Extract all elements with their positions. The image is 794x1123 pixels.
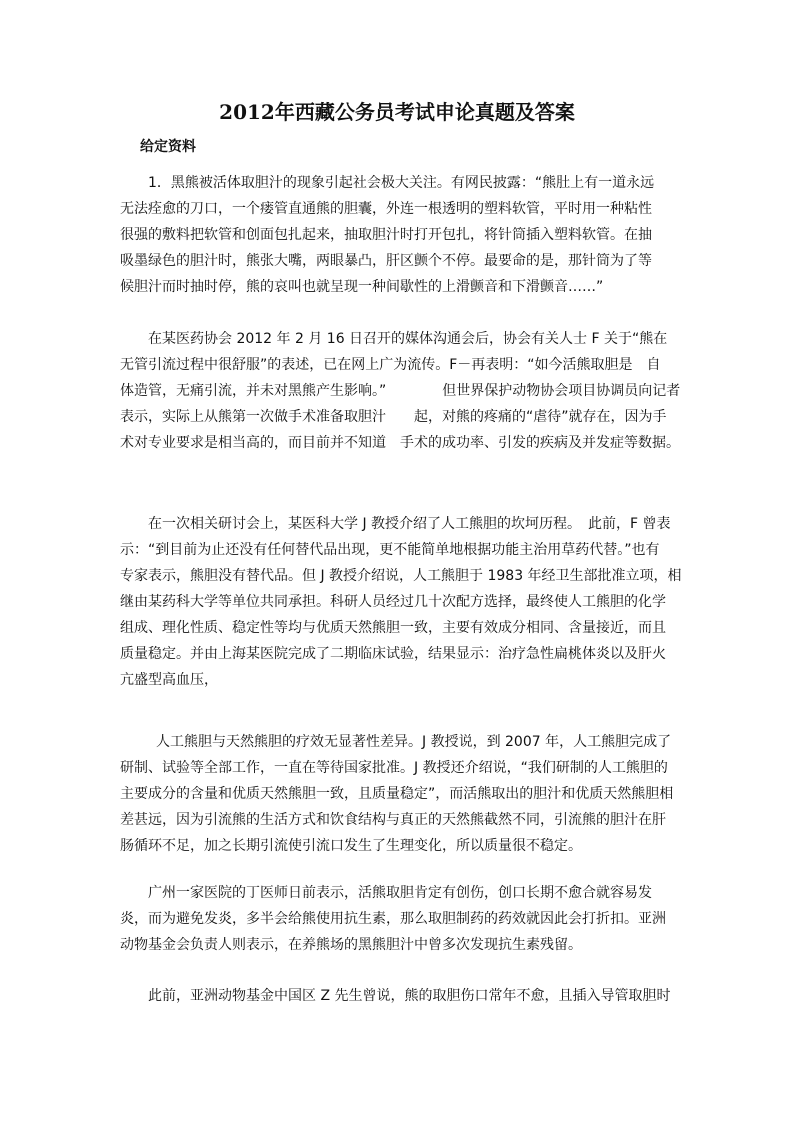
text-line: 组成、理化性质、稳定性等均与优质天然熊胆一致，主要有效成分相同、含量接近，而且 xyxy=(120,620,666,636)
text-line: 吸墨绿色的胆汁时，熊张大嘴，两眼暴凸，肝区颤个不停。最要命的是，那针筒为了等 xyxy=(120,253,652,269)
text-line: 人工熊胆与天然熊胆的疗效无显著性差异。J 教授说，到 2007 年，人工熊胆完成了 xyxy=(156,734,672,750)
text-line: 主要成分的含量和优质天然熊胆一致，且质量稳定”，而活熊取出的胆汁和优质天然熊胆相 xyxy=(120,786,674,802)
paragraph-1 xyxy=(120,170,690,300)
text-line: 无法痊愈的刀口，一个瘘管直通熊的胆囊，外连一根透明的塑料软管，平时用一种粘性 xyxy=(120,201,652,217)
text-line: 此前，亚洲动物基金中国区 Z 先生曾说，熊的取胆伤口常年不愈，且插入导管取胆时 xyxy=(148,988,671,1004)
text-line: 1．黑熊被活体取胆汁的现象引起社会极大关注。有网民披露：“熊肚上有一道永远 xyxy=(148,175,655,191)
text-line: 在某医药协会 2012 年 2 月 16 日召开的媒体沟通会后，协会有关人士 F 关于“熊在 xyxy=(148,331,668,347)
text-line: 继由某药科大学等单位共同承担。科研人员经过几十次配方选择，最终使人工熊胆的化学 xyxy=(120,594,666,610)
paragraph-2 xyxy=(120,326,690,456)
text-line: 体造管，无痛引流，并未对黑熊产生影响。” 但世界保护动物协会项目协调员向记者 xyxy=(120,383,681,399)
text-line: 表示，实际上从熊第一次做手术准备取胆汁 起，对熊的疼痛的“虐待”就存在，因为手 xyxy=(120,409,667,425)
document-title: 2012年西藏公务员考试申论真题及答案 xyxy=(219,100,575,124)
text-line: 术对专业要求是相当高的，而目前并不知道 手术的成功率、引发的疾病及并发症等数据。 xyxy=(120,435,680,451)
text-line: 动物基金会负责人则表示，在养熊场的黑熊胆汁中曾多次发现抗生素残留。 xyxy=(120,937,582,953)
paragraph-3 xyxy=(120,511,690,693)
text-line: 无管引流过程中很舒服”的表述，已在网上广为流传。F－再表明：“如今活熊取胆是 自 xyxy=(120,357,661,373)
text-line: 示：“到目前为止还没有任何替代品出现，更不能简单地根据功能主治用草药代替。”也有 xyxy=(120,542,660,558)
paragraph-4 xyxy=(120,729,690,859)
paragraph-5 xyxy=(120,880,690,958)
paragraph-6 xyxy=(120,983,690,1009)
text-line: 专家表示，熊胆没有替代品。但 J 教授介绍说，人工熊胆于 1983 年经卫生部批准立项，相 xyxy=(120,568,682,584)
section-heading: 给定资料 xyxy=(140,139,196,155)
text-line: 很强的敷料把软管和创面包扎起来，抽取胆汁时打开包扎，将针筒插入塑料软管。在抽 xyxy=(120,227,652,243)
text-line: 研制、试验等全部工作，一直在等待国家批准。J 教授还介绍说，“我们研制的人工熊胆的 xyxy=(120,760,668,776)
text-line: 候胆汁而时抽时停，熊的哀叫也就呈现一种间歇性的上滑颤音和下滑颤音……” xyxy=(120,279,604,295)
text-line: 在一次相关研讨会上，某医科大学 J 教授介绍了人工熊胆的坎坷历程。 此前，F 曾表 xyxy=(148,516,671,532)
text-line: 亢盛型高血压， xyxy=(120,672,218,688)
text-line: 质量稳定。并由上海某医院完成了二期临床试验，结果显示：治疗急性扁桃体炎以及肝火 xyxy=(120,646,666,662)
text-line: 差甚远，因为引流熊的生活方式和饮食结构与真正的天然熊截然不同，引流熊的胆汁在肝 xyxy=(120,812,666,828)
text-line: 炎，而为避免发炎，多半会给熊使用抗生素，那么取胆制药的药效就因此会打折扣。亚洲 xyxy=(120,911,666,927)
text-line: 广州一家医院的丁医师日前表示，活熊取胆肯定有创伤，创口长期不愈合就容易发 xyxy=(148,885,652,901)
text-line: 肠循环不足，加之长期引流使引流口发生了生理变化，所以质量很不稳定。 xyxy=(120,838,582,854)
